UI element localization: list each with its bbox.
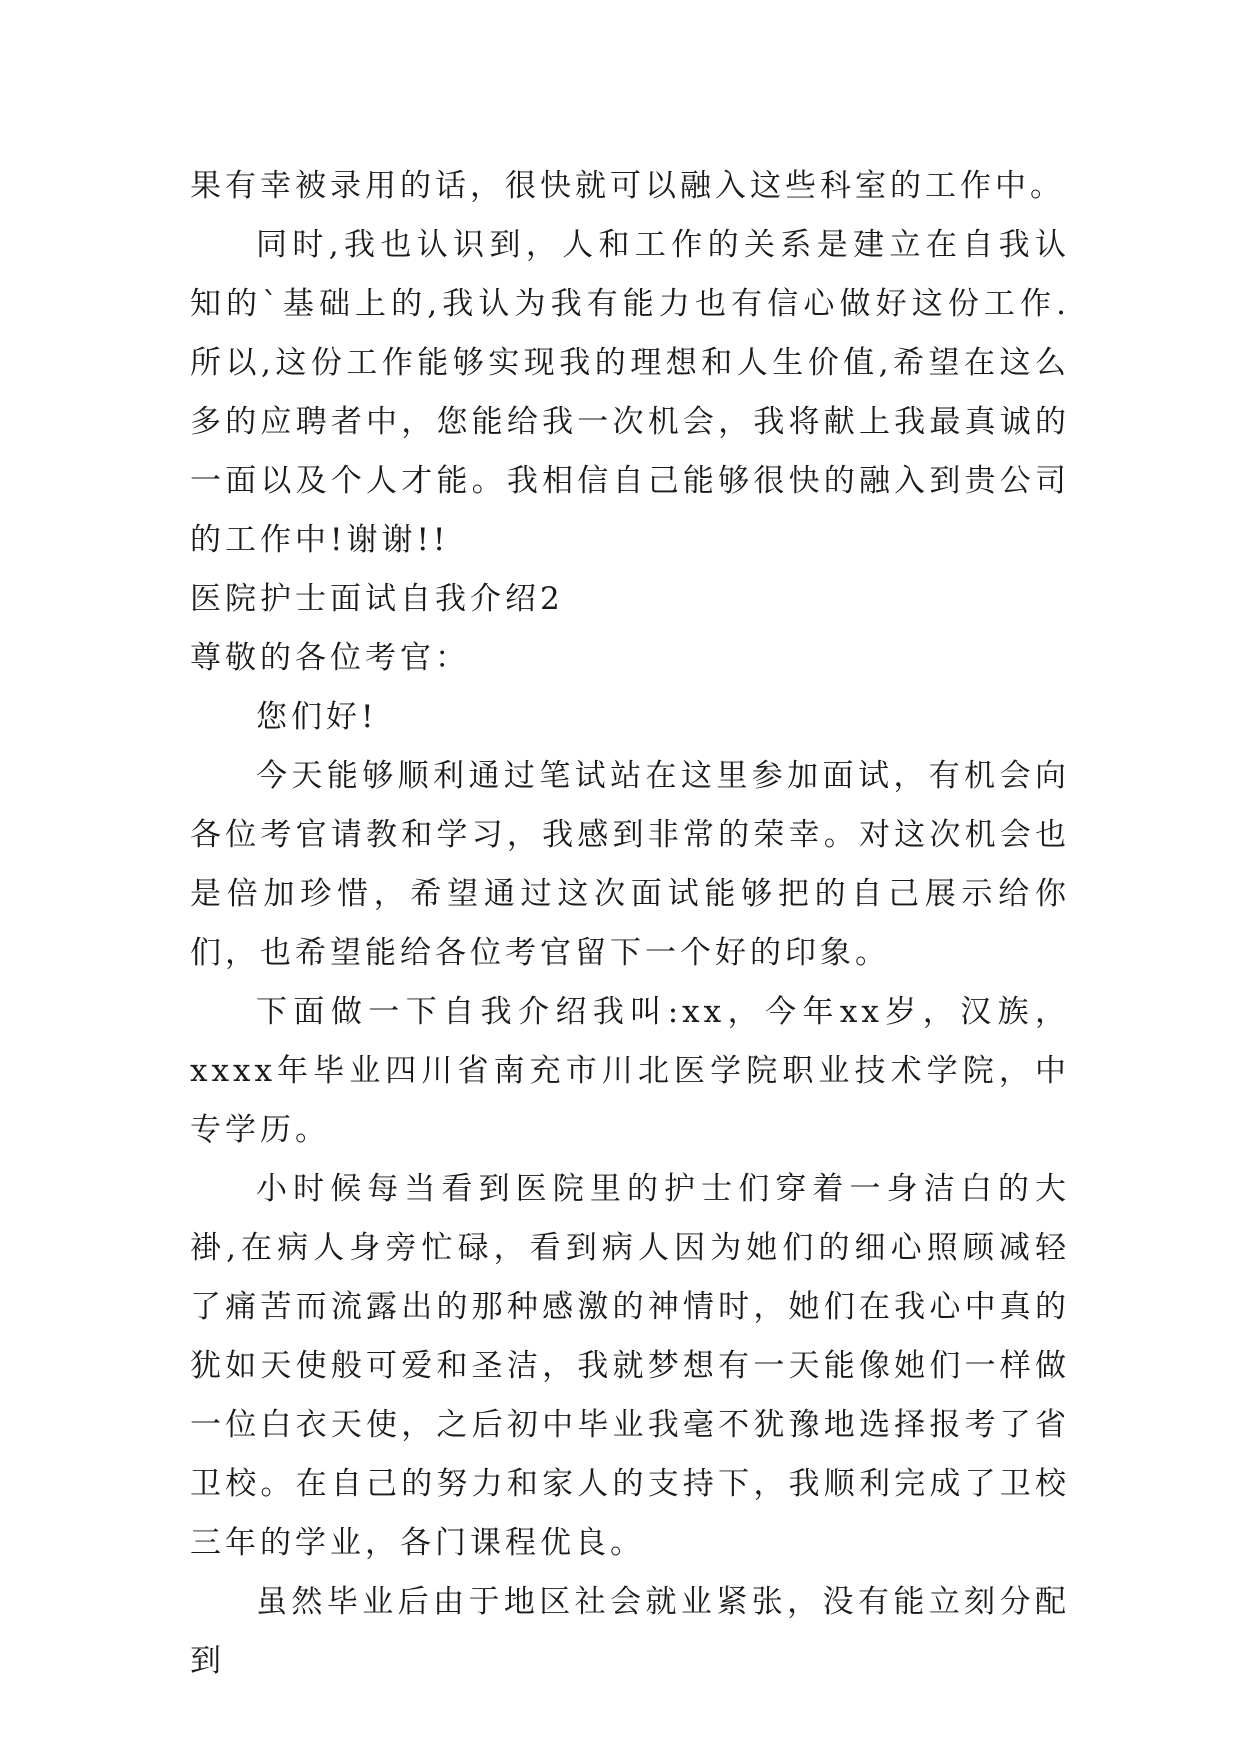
- greeting: 您们好!: [256, 699, 378, 735]
- paragraph-3: 今天能够顺利通过笔试站在这里参加面试，有机会向各位考官请教和学习，我感到非常的荣幸。对这次机会也是倍加珍惜，希望通过这次面试能够把的自己展示给你们，也希望能给各位考官留下一个好的印象。: [190, 758, 1070, 971]
- paragraph-5: 小时候每当看到医院里的护士们穿着一身洁白的大褂,在病人身旁忙碌，看到病人因为她们的细心照顾减轻了痛苦而流露出的那种感激的神情时，她们在我心中真的犹如天使般可爱和圣洁，我就梦想有一天能像她们一样做一位白衣天使，之后初中毕业我毫不犹豫地选择报考了省卫校。在自己的努力和家人的支持下，我顺利完成了卫校三年的学业，各门课程优良。: [190, 1171, 1070, 1561]
- document-body: [190, 157, 1070, 1691]
- paragraph-2: 同时,我也认识到，人和工作的关系是建立在自我认知的`基础上的,我认为我有能力也有信心做好这份工作.所以,这份工作能够实现我的理想和人生价值,希望在这么多的应聘者中，您能给我一次机会，我将献上我最真诚的一面以及个人才能。我相信自己能够很快的融入到贵公司的工作中!谢谢!!: [190, 227, 1070, 558]
- salutation: 尊敬的各位考官：: [190, 640, 470, 676]
- section-heading: 医院护士面试自我介绍2: [190, 581, 564, 617]
- paragraph-6: 虽然毕业后由于地区社会就业紧张，没有能立刻分配到: [190, 1584, 1070, 1679]
- paragraph-4: 下面做一下自我介绍我叫:xx，今年xx岁，汉族，xxxx年毕业四川省南充市川北医学院职业技术学院，中专学历。: [190, 994, 1070, 1148]
- paragraph-1: 果有幸被录用的话，很快就可以融入这些科室的工作中。: [190, 168, 1065, 204]
